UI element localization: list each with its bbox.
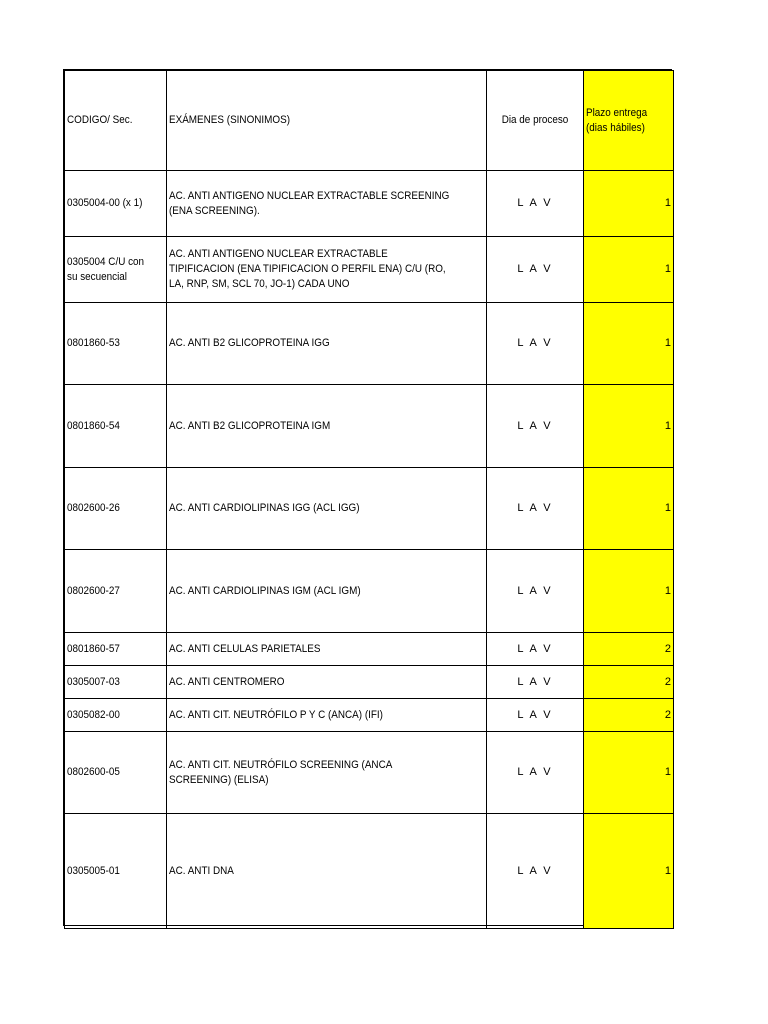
table-row: [65, 550, 674, 633]
row-plazo: 1: [584, 814, 674, 929]
row-examen: AC. ANTI CELULAS PARIETALES: [167, 633, 487, 666]
row-examen: AC. ANTI CIT. NEUTRÓFILO SCREENING (ANCA SCREENING) (ELISA): [167, 732, 487, 814]
row-codigo: 0305004 C/U con su secuencial: [65, 237, 167, 303]
row-codigo: 0305007-03: [65, 666, 167, 699]
exam-table: [64, 70, 674, 929]
row-plazo: 1: [584, 385, 674, 468]
row-dia: L A V: [487, 171, 584, 237]
row-plazo: 1: [584, 550, 674, 633]
row-plazo: 1: [584, 468, 674, 550]
table-row: [65, 468, 674, 550]
row-dia: L A V: [487, 666, 584, 699]
table-row: [65, 633, 674, 666]
row-plazo: 1: [584, 732, 674, 814]
row-dia: L A V: [487, 814, 584, 929]
row-codigo: 0801860-57: [65, 633, 167, 666]
row-plazo: 2: [584, 666, 674, 699]
row-dia: L A V: [487, 385, 584, 468]
row-examen: AC. ANTI CIT. NEUTRÓFILO P Y C (ANCA) (IFI): [167, 699, 487, 732]
table-row: [65, 303, 674, 385]
row-codigo: 0802600-26: [65, 468, 167, 550]
row-examen: AC. ANTI B2 GLICOPROTEINA IGM: [167, 385, 487, 468]
row-codigo: 0305005-01: [65, 814, 167, 929]
row-dia: L A V: [487, 550, 584, 633]
row-dia: L A V: [487, 699, 584, 732]
table-row: [65, 171, 674, 237]
row-examen: AC. ANTI CENTROMERO: [167, 666, 487, 699]
row-dia: L A V: [487, 237, 584, 303]
row-examen: AC. ANTI ANTIGENO NUCLEAR EXTRACTABLE TIPIFICACION (ENA TIPIFICACION O PERFIL ENA) C/U (RO, LA, RNP, SM, SCL 70, JO-1) CADA UNO: [167, 237, 487, 303]
row-dia: L A V: [487, 303, 584, 385]
table-row: [65, 699, 674, 732]
row-plazo: 1: [584, 237, 674, 303]
row-examen: AC. ANTI DNA: [167, 814, 487, 929]
header-examenes: EXÁMENES (SINONIMOS): [167, 71, 487, 171]
row-examen: AC. ANTI B2 GLICOPROTEINA IGG: [167, 303, 487, 385]
row-codigo: 0802600-05: [65, 732, 167, 814]
row-plazo: 2: [584, 699, 674, 732]
row-codigo: 0801860-53: [65, 303, 167, 385]
row-examen: AC. ANTI ANTIGENO NUCLEAR EXTRACTABLE SCREENING (ENA SCREENING).: [167, 171, 487, 237]
table-header-row: [65, 71, 674, 171]
table-row: [65, 385, 674, 468]
row-dia: L A V: [487, 468, 584, 550]
row-codigo: 0802600-27: [65, 550, 167, 633]
row-plazo: 2: [584, 633, 674, 666]
table-row: [65, 237, 674, 303]
row-plazo: 1: [584, 303, 674, 385]
row-examen: AC. ANTI CARDIOLIPINAS IGG (ACL IGG): [167, 468, 487, 550]
row-examen: AC. ANTI CARDIOLIPINAS IGM (ACL IGM): [167, 550, 487, 633]
table-row: [65, 732, 674, 814]
row-codigo: 0305004-00 (x 1): [65, 171, 167, 237]
table-row: [65, 814, 674, 929]
row-dia: L A V: [487, 633, 584, 666]
row-codigo: 0305082-00: [65, 699, 167, 732]
header-plazo-entrega: Plazo entrega (dias hábiles): [584, 71, 674, 171]
header-codigo: CODIGO/ Sec.: [65, 71, 167, 171]
row-plazo: 1: [584, 171, 674, 237]
row-dia: L A V: [487, 732, 584, 814]
header-dia-de-proceso: Dia de proceso: [487, 71, 584, 171]
exam-table-sheet: [63, 69, 672, 926]
row-codigo: 0801860-54: [65, 385, 167, 468]
table-row: [65, 666, 674, 699]
